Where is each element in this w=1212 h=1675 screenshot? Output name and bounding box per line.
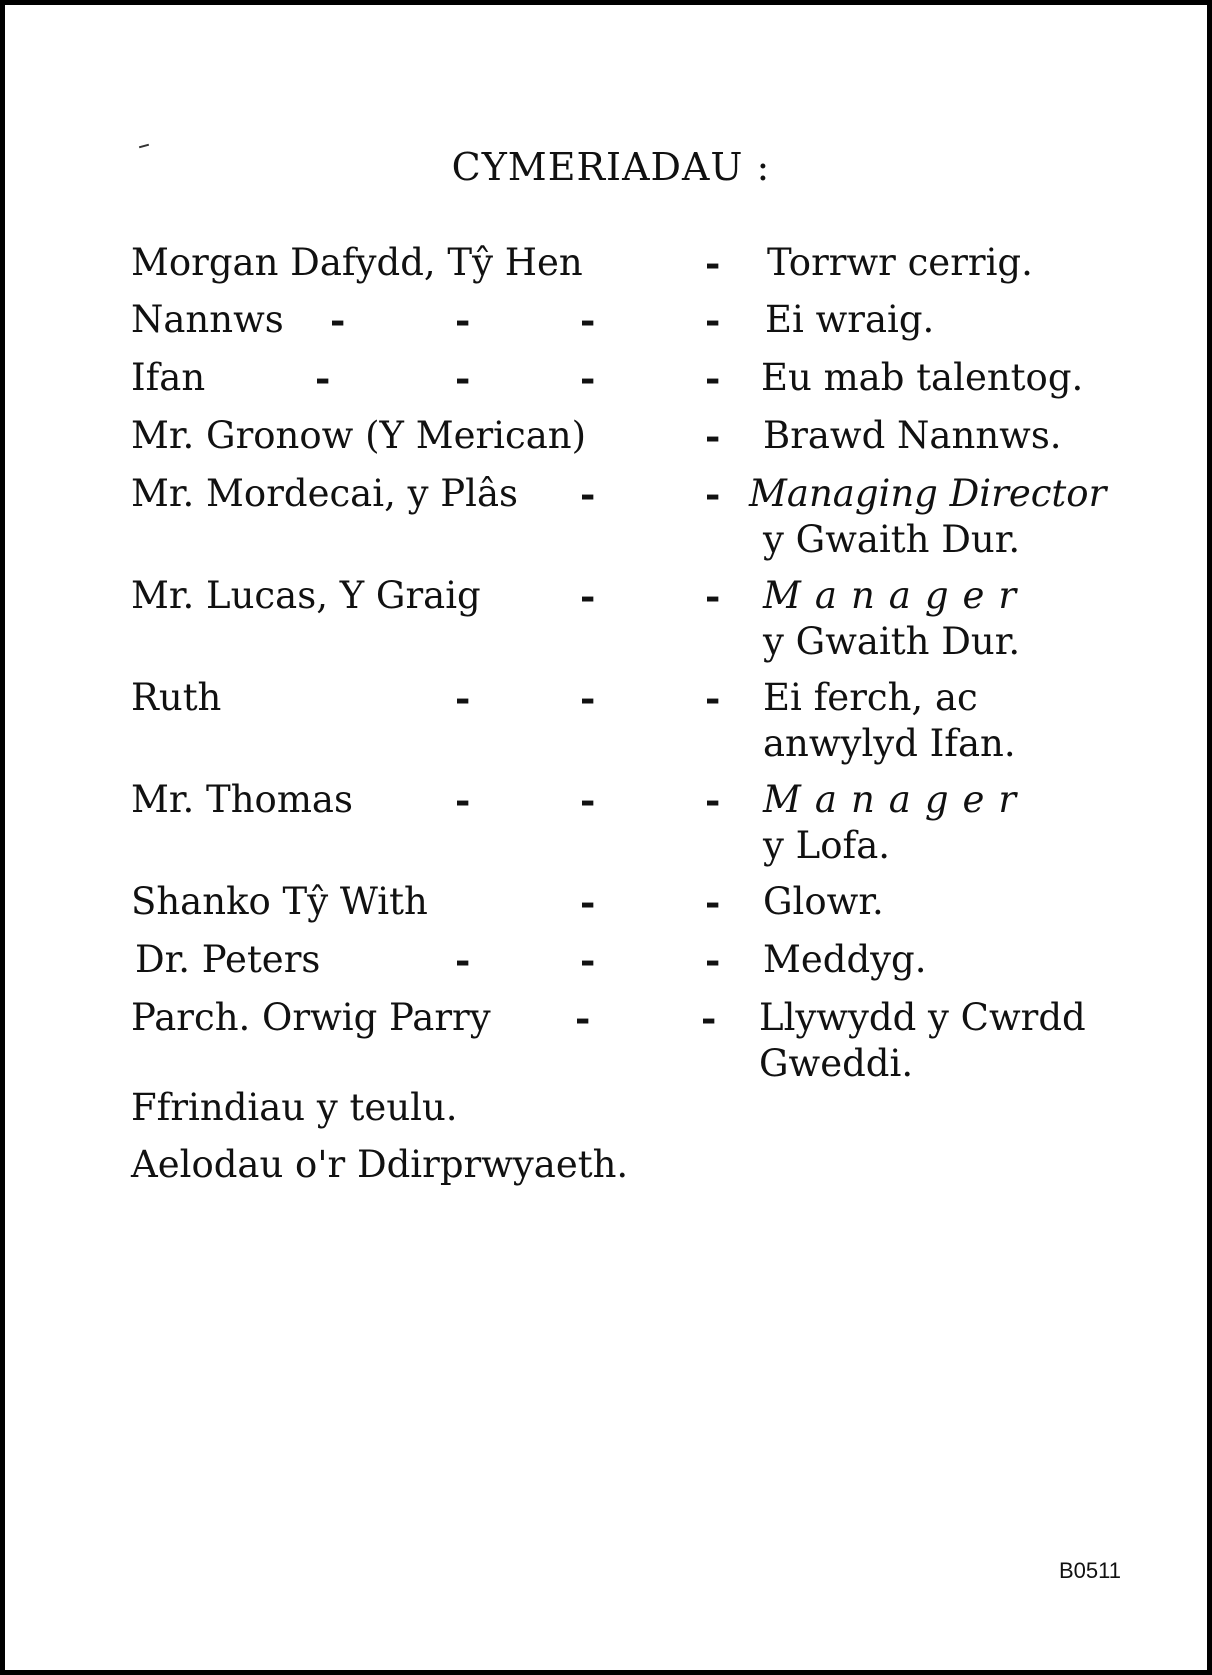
dash: - bbox=[705, 414, 721, 458]
character-row bbox=[5, 355, 1212, 400]
character-row bbox=[5, 471, 1212, 561]
character-role bbox=[763, 675, 1063, 767]
character-role bbox=[763, 777, 1103, 869]
character-role: Glowr. bbox=[763, 880, 884, 923]
dash: - bbox=[701, 996, 717, 1040]
character-role bbox=[759, 995, 1099, 1087]
dash: - bbox=[705, 241, 721, 285]
dash: - bbox=[315, 356, 331, 400]
character-name: Mr. Thomas bbox=[131, 778, 353, 821]
dash: - bbox=[580, 778, 596, 822]
dash: - bbox=[455, 676, 471, 720]
dash: - bbox=[580, 676, 596, 720]
dash: - bbox=[580, 298, 596, 342]
character-role: Meddyg. bbox=[763, 938, 927, 981]
role-line2: anwylyd Ifan. bbox=[763, 722, 1016, 765]
dash: - bbox=[580, 880, 596, 924]
character-role: Torrwr cerrig. bbox=[767, 241, 1033, 284]
role-line1: Llywydd y Cwrdd bbox=[759, 996, 1086, 1039]
dash: - bbox=[580, 574, 596, 618]
character-row bbox=[5, 675, 1212, 765]
dash: - bbox=[705, 298, 721, 342]
character-role: Brawd Nannws. bbox=[763, 414, 1062, 457]
dash: - bbox=[455, 778, 471, 822]
document-code: B0511 bbox=[1059, 1558, 1121, 1583]
role-italic: Manager bbox=[763, 778, 1031, 821]
role-rest: y Gwaith Dur. bbox=[763, 518, 1021, 561]
dash: - bbox=[455, 356, 471, 400]
others-line: Ffrindiau y teulu. bbox=[131, 1086, 458, 1129]
character-role bbox=[749, 471, 1109, 563]
character-row bbox=[5, 995, 1212, 1085]
dash: - bbox=[705, 938, 721, 982]
role-italic: Managing Director bbox=[749, 472, 1107, 515]
dash: - bbox=[575, 996, 591, 1040]
character-name: Nannws bbox=[131, 298, 284, 341]
character-row bbox=[5, 297, 1212, 342]
character-name: Ifan bbox=[131, 356, 206, 399]
character-row bbox=[5, 879, 1212, 924]
character-role: Eu mab talentog. bbox=[761, 356, 1084, 399]
dash: - bbox=[455, 298, 471, 342]
character-name: Mr. Lucas, Y Graig bbox=[131, 574, 481, 617]
character-name: Morgan Dafydd, Tŷ Hen bbox=[131, 241, 583, 284]
character-row bbox=[5, 413, 1212, 458]
dash: - bbox=[705, 574, 721, 618]
dash: - bbox=[580, 472, 596, 516]
role-line1: Ei ferch, ac bbox=[763, 676, 978, 719]
character-row bbox=[5, 777, 1212, 867]
character-name: Ruth bbox=[131, 676, 222, 719]
character-name: Mr. Mordecai, y Plâs bbox=[131, 472, 519, 515]
dash: - bbox=[580, 938, 596, 982]
character-name: Mr. Gronow (Y Merican) bbox=[131, 414, 587, 457]
character-row bbox=[5, 937, 1212, 982]
dash: - bbox=[705, 472, 721, 516]
dash: - bbox=[705, 356, 721, 400]
character-name: Parch. Orwig Parry bbox=[131, 996, 491, 1039]
character-row bbox=[5, 573, 1212, 663]
character-role: Ei wraig. bbox=[765, 298, 935, 341]
dash: - bbox=[705, 778, 721, 822]
others-line: Aelodau o'r Ddirprwyaeth. bbox=[131, 1143, 629, 1186]
role-italic: Manager bbox=[763, 574, 1031, 617]
character-name: Dr. Peters bbox=[135, 938, 321, 981]
character-row bbox=[5, 240, 1212, 285]
role-line2: Gweddi. bbox=[759, 1042, 914, 1085]
role-rest: y Lofa. bbox=[763, 824, 891, 867]
dash: - bbox=[705, 880, 721, 924]
dash: - bbox=[330, 298, 346, 342]
dash: - bbox=[705, 676, 721, 720]
character-role bbox=[763, 573, 1103, 665]
dash: - bbox=[580, 356, 596, 400]
role-rest: y Gwaith Dur. bbox=[763, 620, 1021, 663]
character-name: Shanko Tŷ With bbox=[131, 880, 428, 923]
dash: - bbox=[455, 938, 471, 982]
page-title: CYMERIADAU : bbox=[451, 145, 771, 189]
